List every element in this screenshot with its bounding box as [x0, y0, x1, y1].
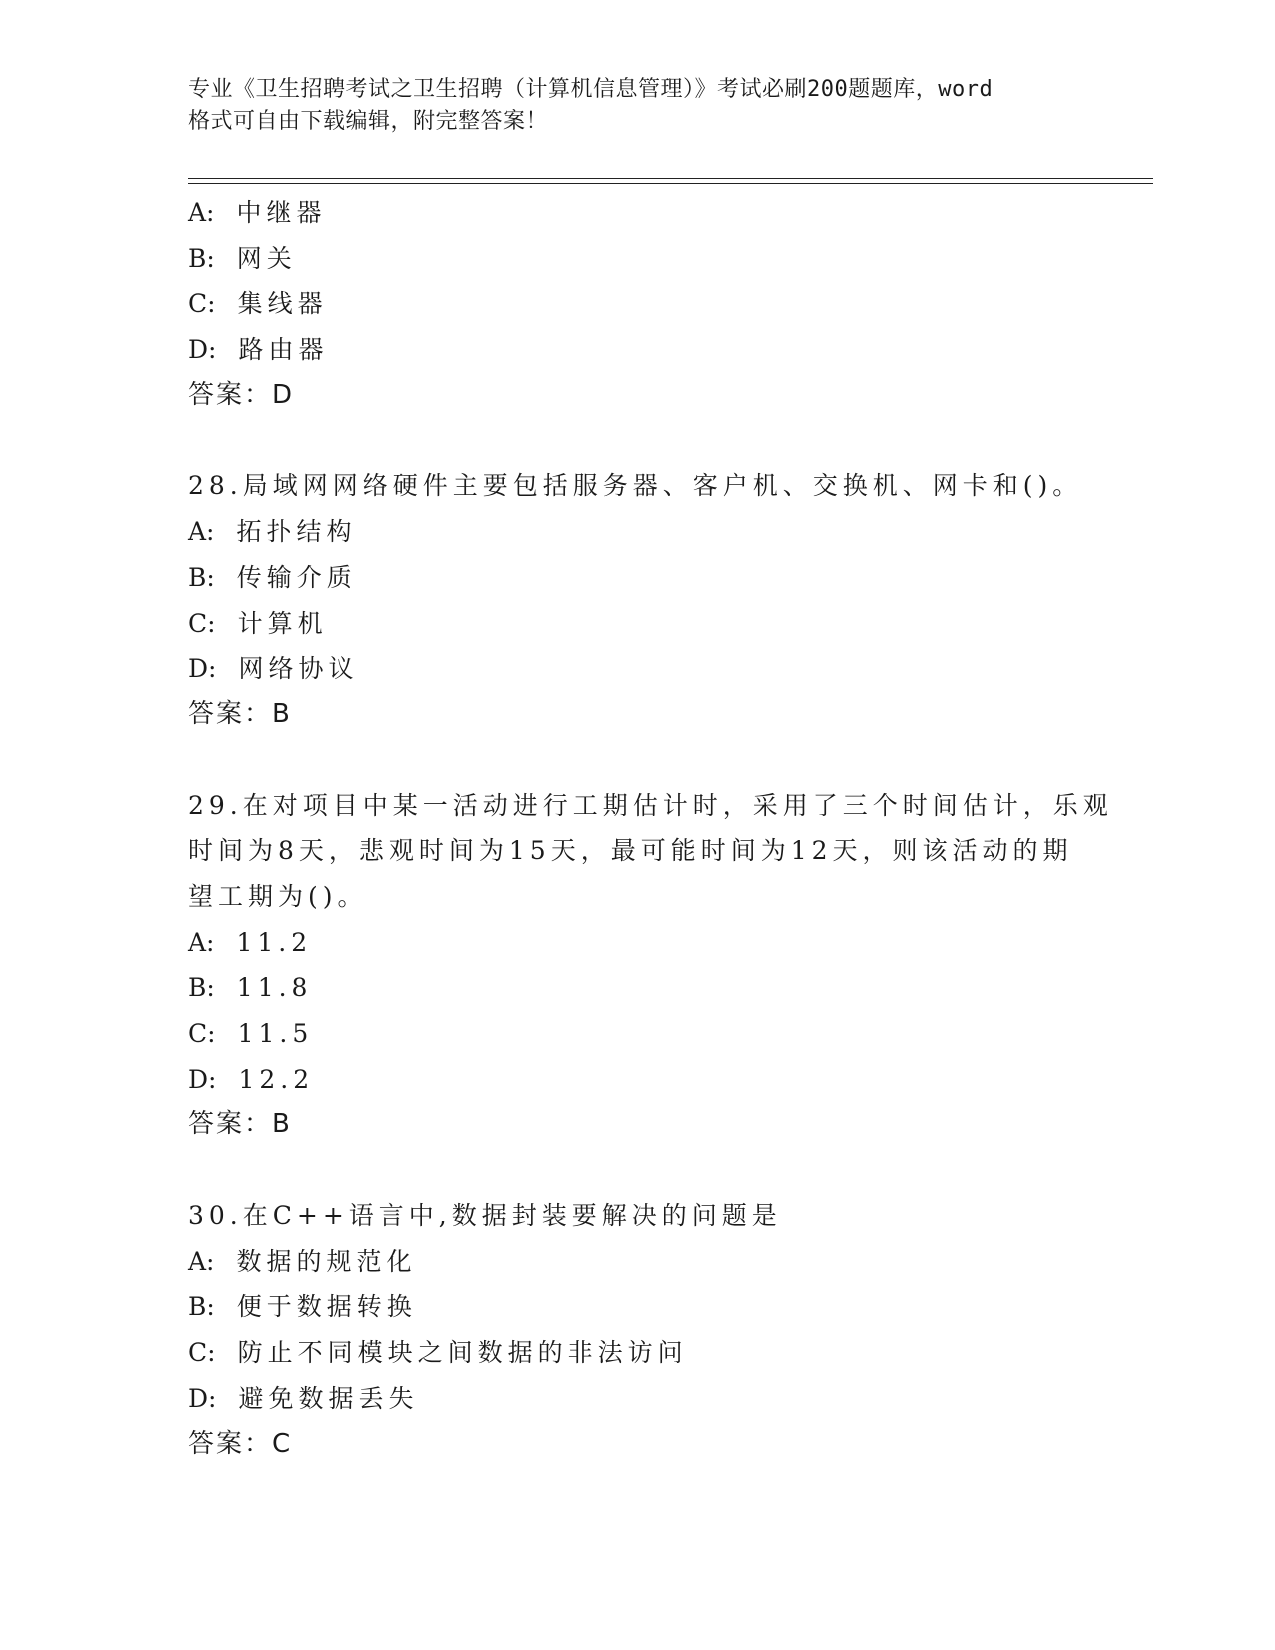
question-28: [188, 463, 1088, 737]
option-text: 网关: [236, 243, 297, 273]
option-d: [188, 1057, 1088, 1103]
option-text: 11.8: [236, 973, 313, 1003]
option-text: 网络协议: [238, 654, 359, 684]
question-27-tail: [188, 190, 1088, 418]
option-letter: B:: [188, 562, 215, 592]
question-stem-line: 29.在对项目中某一活动进行工期估计时，采用了三个时间估计，乐观: [188, 790, 1113, 820]
question-29: [188, 783, 1113, 1149]
answer-line: 答案：B: [188, 1109, 292, 1140]
header-divider-top: [188, 178, 1153, 179]
header-line-2: 格式可自由下载编辑，附完整答案！: [188, 109, 549, 134]
question-stem-line: 望工期为()。: [188, 881, 368, 911]
option-letter: D:: [188, 1383, 217, 1413]
option-text: 传输介质: [236, 562, 357, 592]
option-a: [188, 509, 1088, 555]
document-header: [188, 74, 1088, 138]
option-text: 避免数据丢失: [238, 1383, 419, 1413]
option-c: [188, 601, 1088, 647]
option-d: [188, 646, 1088, 692]
option-text: 拓扑结构: [236, 517, 357, 547]
option-letter: B:: [188, 243, 215, 273]
question-spacer: [188, 738, 1088, 783]
answer-line: 答案：D: [188, 379, 295, 410]
option-text: 12.2: [238, 1064, 315, 1094]
question-30: [188, 1193, 1088, 1467]
option-letter: A:: [188, 198, 215, 227]
option-letter: D:: [188, 335, 217, 365]
option-b: [188, 965, 1088, 1011]
option-a: [188, 190, 1088, 236]
option-letter: C:: [188, 608, 216, 638]
option-d: [188, 1376, 1088, 1422]
header-divider-bottom: [188, 183, 1153, 184]
option-text: 防止不同模块之间数据的非法访问: [237, 1338, 688, 1368]
option-letter: A:: [188, 517, 215, 547]
option-b: [188, 1284, 1088, 1330]
question-stem-line: 30.在C++语言中,数据封装要解决的问题是: [188, 1201, 782, 1231]
option-text: 11.5: [237, 1019, 314, 1048]
option-text: 11.2: [236, 927, 313, 957]
question-spacer: [188, 418, 1088, 463]
option-letter: C:: [188, 1338, 216, 1368]
option-letter: B:: [188, 973, 215, 1003]
option-text: 路由器: [238, 335, 329, 365]
question-stem-line: 28.局域网网络硬件主要包括服务器、客户机、交换机、网卡和()。: [188, 471, 1083, 501]
option-letter: D:: [188, 1064, 217, 1094]
option-letter: C:: [188, 1019, 216, 1048]
option-c: [188, 1011, 1088, 1057]
option-letter: A:: [188, 1246, 215, 1276]
question-spacer: [188, 1148, 1088, 1193]
header-line-1: 专业《卫生招聘考试之卫生招聘（计算机信息管理）》考试必刷200题题库，word: [188, 77, 994, 102]
question-list: [188, 190, 1113, 1467]
option-text: 计算机: [237, 608, 328, 638]
option-c: [188, 1330, 1088, 1376]
answer-line: 答案：C: [188, 1428, 293, 1459]
option-letter: D:: [188, 654, 217, 684]
option-text: 集线器: [237, 289, 328, 319]
option-b: [188, 236, 1088, 282]
question-stem: [188, 783, 1113, 920]
question-stem: [188, 1193, 1088, 1239]
option-letter: A:: [188, 927, 215, 957]
option-a: [188, 920, 1088, 966]
option-a: [188, 1239, 1088, 1285]
option-letter: B:: [188, 1292, 215, 1322]
option-letter: C:: [188, 289, 216, 319]
option-b: [188, 555, 1088, 601]
option-text: 便于数据转换: [236, 1292, 417, 1322]
option-text: 数据的规范化: [236, 1246, 417, 1276]
answer-line: 答案：B: [188, 698, 292, 729]
question-stem-line: 时间为8天，悲观时间为15天，最可能时间为12天，则该活动的期: [188, 836, 1073, 866]
option-c: [188, 281, 1088, 327]
option-text: 中继器: [236, 198, 327, 227]
question-stem: [188, 463, 1088, 509]
option-d: [188, 327, 1088, 373]
